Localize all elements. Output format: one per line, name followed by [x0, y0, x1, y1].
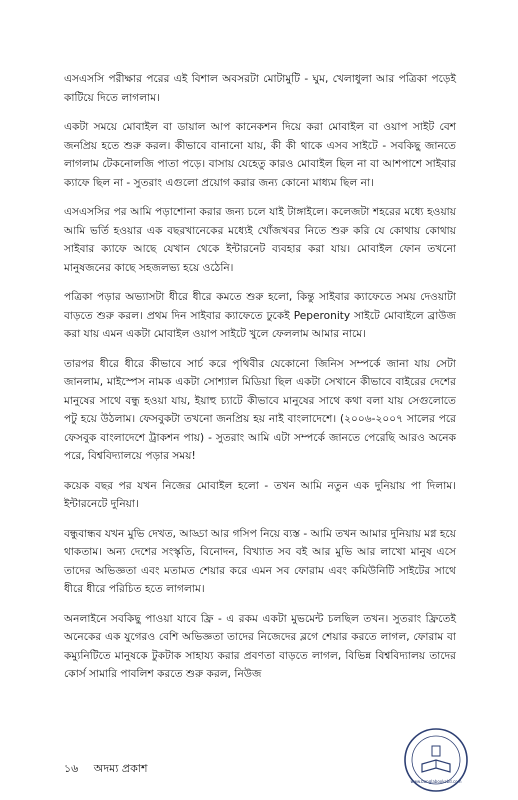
paragraph-2: একটা সময়ে মোবাইল বা ডায়াল আপ কানেকশন দিয়ে করা মোবাইল বা ওয়াপ সাইট বেশ জনপ্রিয় হতে শুরু করল। কীভাবে বানানো যায়, কী কী থাকে এসব সাইটে - সবকিছু জানতে লাগলাম টেকনোলজি পাতা পড়ে। বাসায় যেহেতু কারও মোবাইল ছিল না বা আশপাশে সাইবার ক্যাফে ছিল না - সুতরাং এগুলো প্রয়োগ করার জন্য কোনো মাধ্যম ছিল না।: [64, 121, 456, 189]
paragraph-5: তারপর ধীরে ধীরে কীভাবে সার্চ করে পৃথিবীর যেকোনো জিনিস সম্পর্কে জানা যায় সেটা জানলাম, মাইস্পেস নামক একটা সোশ্যাল মিডিয়া ছিল একটা সেখানে কীভাবে বাইরের দেশের মানুষের সাথে বন্ধু হওয়া যায়, ইয়াহু চ্যাটে কীভাবে মানুষের সাথে কথা বলা যায় সেগুলোতে পটু হয়ে উঠলাম। ফেসবুকটা তখনো জনপ্রিয় হয় নাই বাংলাদেশে। (২০০৬-২০০৭ সালের পরে ফেসবুক বাংলাদেশে ট্রাকশন পায়) - সুতরাং আমি এটা সম্পর্কে জানতে পেরেছি আরও অনেক পরে, বিশ্ববিদ্যালয়ে পড়ার সময়!: [64, 357, 456, 462]
paragraph-6: কয়েক বছর পর যখন নিজের মোবাইল হলো - তখন আমি নতুন এক দুনিয়ায় পা দিলাম। ইন্টারনেটে দুনিয়া।: [64, 479, 456, 510]
library-stamp-icon: [402, 726, 470, 794]
page-footer: [64, 760, 148, 779]
paragraph-4: পত্রিকা পড়ার অভ্যাসটা ধীরে ধীরে কমতে শুরু হলো, কিন্তু সাইবার ক্যাফেতে সময় দেওয়াটা বাড়তে শুরু করল। প্রথম দিন সাইবার ক্যাফেতে ঢুকেই Peperonity সাইটে মোবাইলে ব্রাউজ করা যায় এমন একটা মোবাইল ওয়াপ সাইটে খুলে ফেললাম আমার নামে।: [64, 291, 456, 340]
paragraph-3: এসএসসির পর আমি পড়াশোনা করার জন্য চলে যাই টাঙ্গাইলে। কলেজটা শহরের মধ্যে হওয়ায় আমি ভর্তি হওয়ার এক বছরখানেকের মধ্যেই খোঁজখবর নিতে শুরু করি যে কোথায় কোথায় সাইবার ক্যাফে আছে যেখান থেকে ইন্টারনেট ব্যবহার করা যায়। মোবাইল ফোন তখনো মানুষজনের কাছে সহজলভ্য হয়ে ওঠেনি।: [64, 206, 456, 274]
page-body: [64, 70, 456, 695]
paragraph-8: অনলাইনে সবকিছু পাওয়া যাবে ফ্রি - এ রকম একটা মুভমেন্ট চলছিল তখন। সুতরাং ফ্রিতেই অনেকের এক যুগেরও বেশি অভিজ্ঞতা তাদের নিজেদের ব্লগে শেয়ার করতে লাগল, ফোরাম বা কম্যুনিটিতে মানুষকে টুকটাক সাহায্য করার প্রবণতা বাড়তে লাগল, বিভিন্ন বিশ্ববিদ্যালয় তাদের কোর্স সামারি পাবলিশ করতে শুরু করল, নিউজ: [64, 612, 456, 680]
paragraph-1: এসএসসি পরীক্ষার পরের এই বিশাল অবসরটা মোটামুটি - ঘুম, খেলাধুলা আর পত্রিকা পড়েই কাটিয়ে দিতে লাগলাম।: [64, 73, 456, 104]
book-title: অদম্য প্রকাশ: [93, 762, 148, 775]
paragraph-7: বন্ধুবান্ধব যখন মুভি দেখত, আড্ডা আর গসিপ নিয়ে ব্যস্ত - আমি তখন আমার দুনিয়ায় মগ্ন হয়ে থাকতাম। অন্য দেশের সংস্কৃতি, বিনোদন, বিখ্যাত সব বই আর মুভি আর লাখো মানুষ এসে তাদের অভিজ্ঞতা এবং মতামত শেয়ার করে এমন সব ফোরাম এবং কমিউনিটি সাইটের সাথে ধীরে ধীরে পরিচিত হতে লাগলাম।: [64, 527, 456, 595]
stamp-text: www.banglabooksbd.com: [410, 779, 462, 784]
page-number: ১৬: [64, 762, 79, 775]
